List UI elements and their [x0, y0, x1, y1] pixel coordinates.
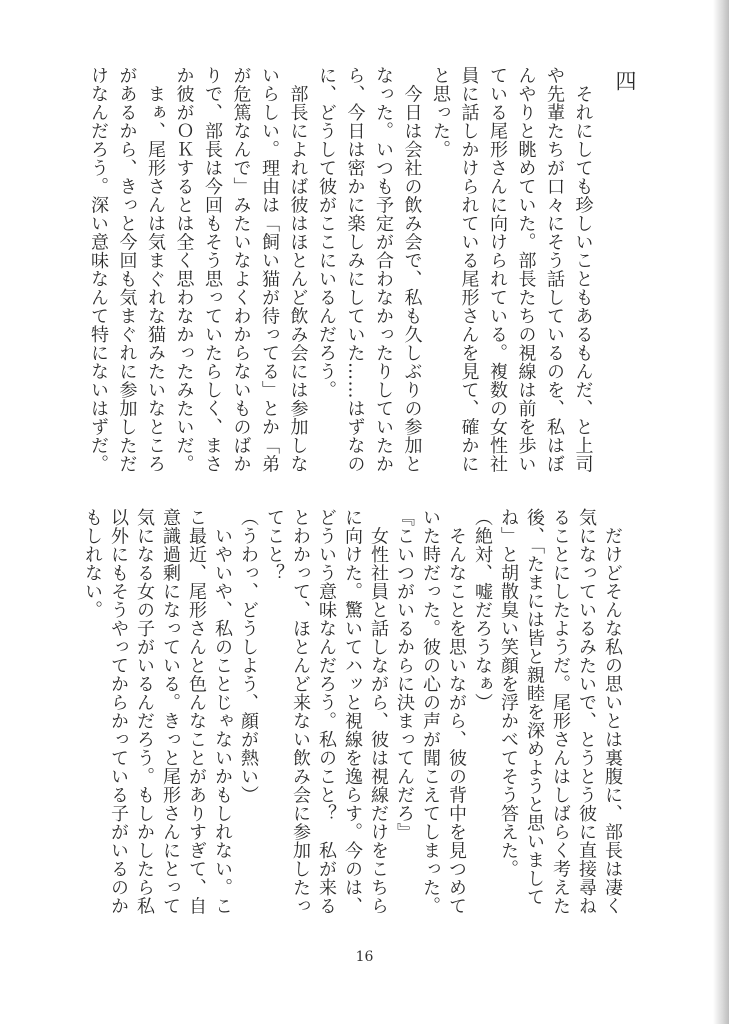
text-column: か彼がＯＫするとは全く思わなかったみたいだ。: [173, 66, 195, 473]
text-column: まぁ、尾形さんは気まぐれな猫みたいなところ: [145, 66, 166, 473]
top-text-block: [84, 66, 640, 476]
text-column: 気になっているみたいで、とうとう彼に直接尋ね: [576, 508, 597, 915]
text-column: 女性社員と話しながら、彼は視線だけをこちら: [368, 508, 389, 915]
text-column: ら、今日は密かに楽しみにしていた……はずなの: [344, 66, 366, 473]
text-column: ることにしたようだ。尾形さんはしばらく考えた: [550, 508, 571, 915]
text-column: に向けた。驚いてハッと視線を逸らす。今のは、: [342, 508, 363, 915]
text-column: りで、部長は今回もそう思っていたらしく、まさ: [202, 66, 223, 473]
text-column: （絶対、嘘だろうなぁ）: [472, 508, 493, 712]
text-column: 員に話しかけられている尾形さんを見て、確かに: [458, 66, 480, 473]
text-column: 今日は会社の飲み会で、私も久しぶりの参加と: [401, 66, 423, 473]
text-column: なった。いつも予定が合わなかったりしていたか: [373, 66, 394, 473]
text-column: 気になる女の子がいるんだろう。もしかしたら私: [134, 508, 155, 915]
text-column: それにしても珍しいこともあるもんだ、と上司: [572, 66, 594, 473]
text-column: もしれない。: [82, 508, 103, 619]
text-column: いた時だった。彼の心の声が聞こえてしまった。: [420, 508, 441, 915]
text-column: ね」と胡散臭い笑顔を浮かべてそう答えた。: [498, 508, 519, 878]
text-column: が危篤なんで」みたいなよくわからないものばか: [230, 66, 252, 473]
text-column: んやりと眺めていた。部長たちの視線は前を歩い: [515, 66, 537, 473]
text-column: に、どうして彼がここにいるんだろう。: [316, 66, 337, 399]
text-column: があるから、きっと今回も気まぐれに参加しただ: [116, 66, 138, 473]
text-column: どういう意味なんだろう。私のこと？ 私が来る: [316, 508, 337, 915]
text-column: だけどそんな私の思いとは裏腹に、部長は凄く: [602, 508, 623, 915]
chapter-heading: 四: [613, 70, 637, 92]
text-column: と思った。: [430, 66, 451, 159]
text-column: そんなことを思いながら、彼の背中を見つめて: [446, 508, 467, 915]
text-column: ている尾形さんに向けられている。複数の女性社: [487, 66, 508, 473]
text-column: いらしい。理由は「飼い猫が待ってる」とか「弟: [259, 66, 280, 473]
text-column: こ最近、尾形さんと色んなことがありすぎて、自: [186, 508, 207, 915]
text-column: 後、「たまには皆と親睦を深めようと思いまして: [524, 508, 545, 906]
text-column: や先輩たちが口々にそう話しているのを、私はぼ: [544, 66, 565, 473]
text-column: 以外にもそうやってからかっている子がいるのか: [108, 508, 129, 915]
bottom-text-block: [79, 508, 625, 918]
text-column: けなんだろう。深い意味なんて特にないはずだ。: [88, 66, 109, 473]
text-column: 意識過剰になっている。きっと尾形さんにとって: [160, 508, 181, 915]
text-column: とわかって、ほとんど来ない飲み会に参加したっ: [290, 508, 311, 915]
text-column: いやいや、私のことじゃないかもしれない。こ: [212, 508, 233, 915]
page-number: 16: [355, 949, 374, 965]
text-column: （うわっ、どうしよう、顔が熱い）: [238, 508, 259, 804]
text-column: てこと？: [264, 508, 285, 582]
text-column: 部長によれば彼はほとんど飲み会には参加しな: [287, 66, 309, 473]
page-edge-shadow: [713, 0, 729, 1024]
text-column: 『こいつがいるからに決まってんだろ』: [394, 508, 415, 841]
